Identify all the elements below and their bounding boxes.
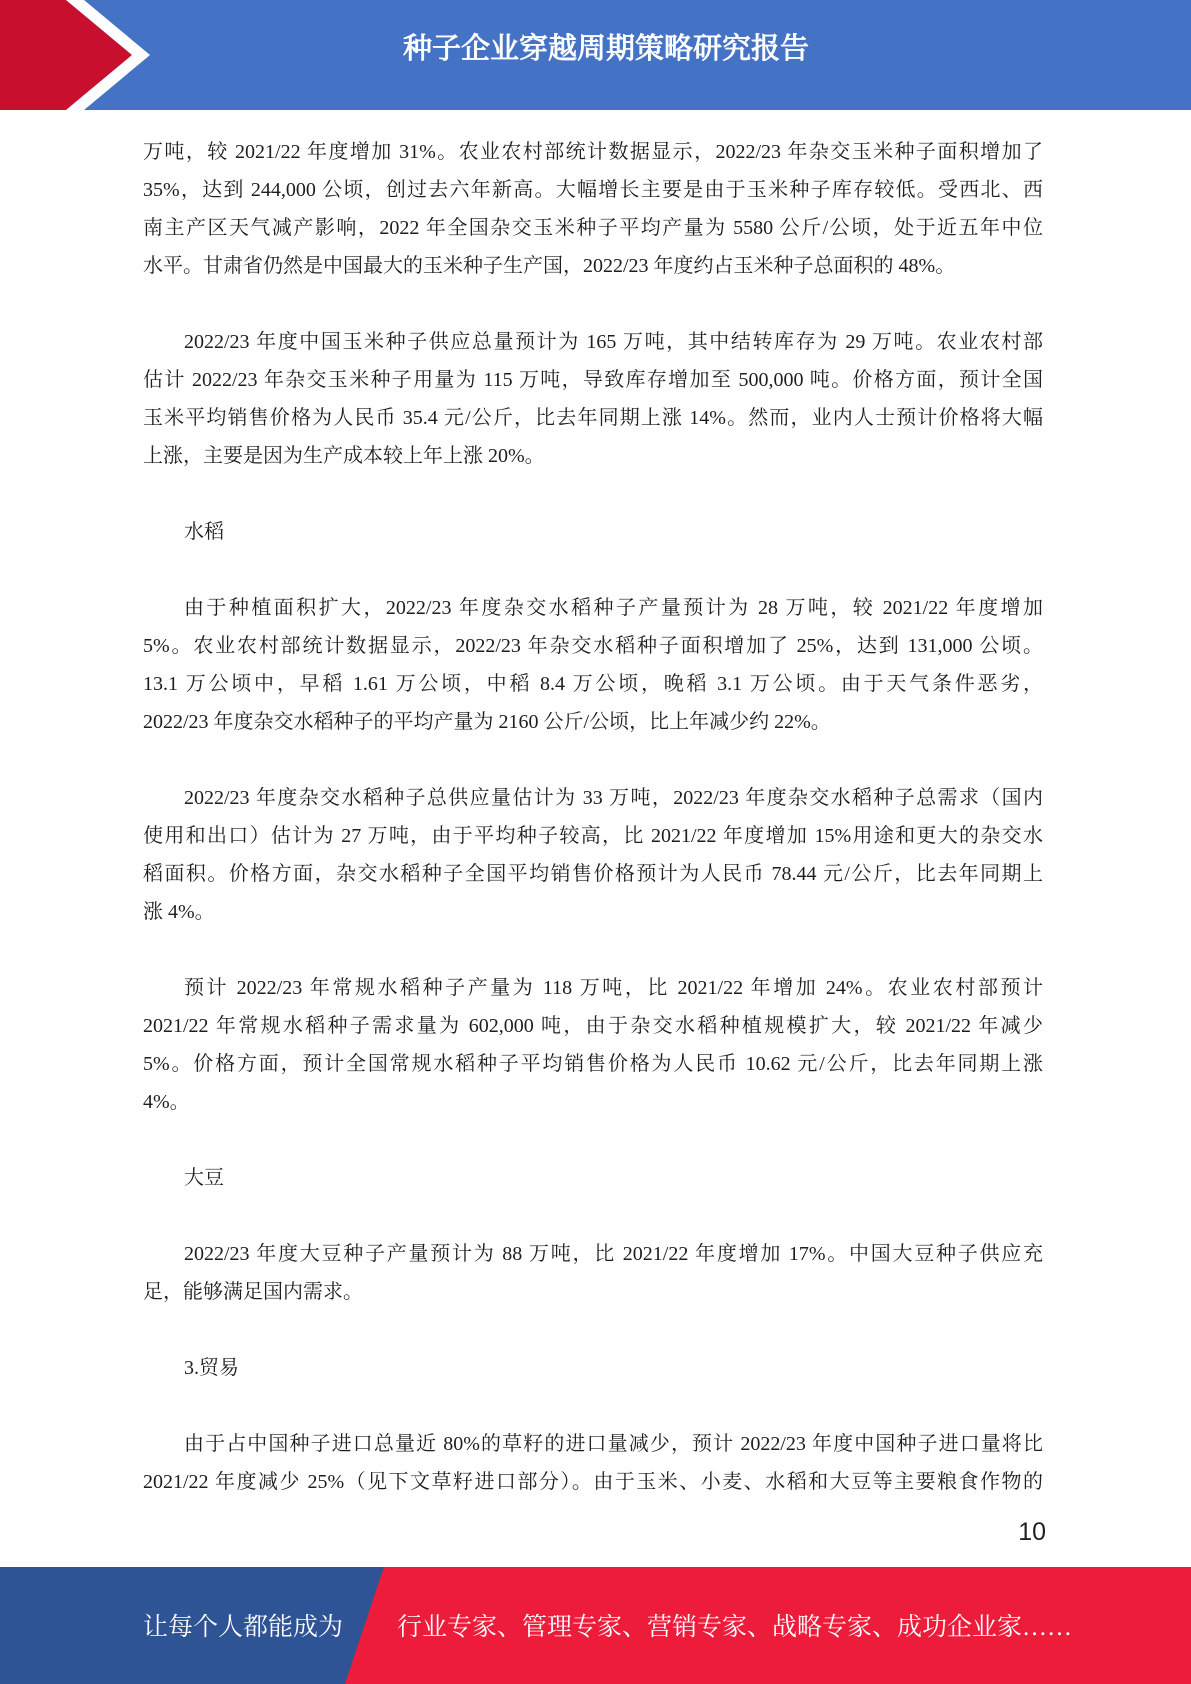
text-line: 35%，达到 244,000 公顷，创过去六年新高。大幅增长主要是由于玉米种子库存较低。受西北、西 (143, 179, 1043, 201)
text-line: 由于占中国种子进口总量近 80%的草籽的进口量减少，预计 2022/23 年度中国种子进口量将比 (184, 1433, 1043, 1455)
text-line: 由于种植面积扩大，2022/23 年度杂交水稻种子产量预计为 28 万吨，较 2021/22 年度增加 (184, 597, 1043, 619)
paragraph (143, 133, 1043, 285)
text-line: 2022/23 年度大豆种子产量预计为 88 万吨，比 2021/22 年度增加 17%。中国大豆种子供应充 (184, 1243, 1043, 1265)
text-line: 2021/22 年常规水稻种子需求量为 602,000 吨，由于杂交水稻种植规模扩大，较 2021/22 年减少 (143, 1015, 1043, 1037)
text-line: 5%。价格方面，预计全国常规水稻种子平均销售价格为人民币 10.62 元/公斤，比去年同期上涨 (143, 1053, 1043, 1075)
report-footer (0, 1567, 1191, 1684)
text-line: 13.1 万公顷中，早稻 1.61 万公顷，中稻 8.4 万公顷，晚稻 3.1 万公顷。由于天气条件恶劣， (143, 673, 1043, 695)
text-line: 2021/22 年度减少 25%（见下文草籽进口部分）。由于玉米、小麦、水稻和大豆等主要粮食作物的 (143, 1471, 1043, 1493)
text-line: 2022/23 年度杂交水稻种子总供应量估计为 33 万吨，2022/23 年度杂交水稻种子总需求（国内 (184, 787, 1043, 809)
report-title: 种子企业穿越周期策略研究报告 (402, 31, 809, 65)
text-line: 估计 2022/23 年杂交玉米种子用量为 115 万吨，导致库存增加至 500,000 吨。价格方面，预计全国 (143, 369, 1043, 391)
text-line: 2022/23 年度中国玉米种子供应总量预计为 165 万吨，其中结转库存为 29 万吨。农业农村部 (184, 331, 1043, 353)
report-header (0, 0, 1191, 110)
section-heading-soybean: 大豆 (184, 1167, 224, 1189)
footer-slogan-roles: 行业专家、管理专家、营销专家、战略专家、成功企业家…… (397, 1614, 1073, 1641)
page-number: 10 (1018, 1518, 1046, 1546)
footer-slogan-lead: 让每个人都能成为 (143, 1614, 344, 1641)
text-line: 万吨，较 2021/22 年度增加 31%。农业农村部统计数据显示，2022/23 年杂交玉米种子面积增加了 (143, 141, 1043, 163)
text-line: 2022/23 年度杂交水稻种子的平均产量为 2160 公斤/公顷，比上年减少约 22%。 (143, 711, 831, 733)
paragraph (143, 1425, 1043, 1501)
text-line: 预计 2022/23 年常规水稻种子产量为 118 万吨，比 2021/22 年增加 24%。农业农村部预计 (184, 977, 1043, 999)
body-text (143, 133, 1043, 1513)
text-line: 涨 4%。 (143, 901, 215, 923)
section-heading-trade: 3.贸易 (184, 1357, 239, 1379)
section-heading-rice: 水稻 (184, 521, 224, 543)
text-line: 水平。甘肃省仍然是中国最大的玉米种子生产国，2022/23 年度约占玉米种子总面积的 48%。 (143, 255, 956, 277)
paragraph (143, 779, 1043, 931)
text-line: 使用和出口）估计为 27 万吨，由于平均种子较高，比 2021/22 年度增加 15%用途和更大的杂交水 (143, 825, 1043, 847)
paragraph (143, 969, 1043, 1121)
text-line: 足，能够满足国内需求。 (143, 1281, 363, 1303)
paragraph (143, 1235, 1043, 1311)
paragraph (143, 589, 1043, 741)
text-line: 4%。 (143, 1091, 190, 1113)
text-line: 5%。农业农村部统计数据显示，2022/23 年杂交水稻种子面积增加了 25%，达到 131,000 公顷。 (143, 635, 1043, 657)
paragraph (143, 323, 1043, 475)
text-line: 上涨，主要是因为生产成本较上年上涨 20%。 (143, 445, 545, 467)
text-line: 南主产区天气减产影响，2022 年全国杂交玉米种子平均产量为 5580 公斤/公顷，处于近五年中位 (143, 217, 1043, 239)
text-line: 稻面积。价格方面，杂交水稻种子全国平均销售价格预计为人民币 78.44 元/公斤，比去年同期上 (143, 863, 1043, 885)
text-line: 玉米平均销售价格为人民币 35.4 元/公斤，比去年同期上涨 14%。然而，业内人士预计价格将大幅 (143, 407, 1043, 429)
